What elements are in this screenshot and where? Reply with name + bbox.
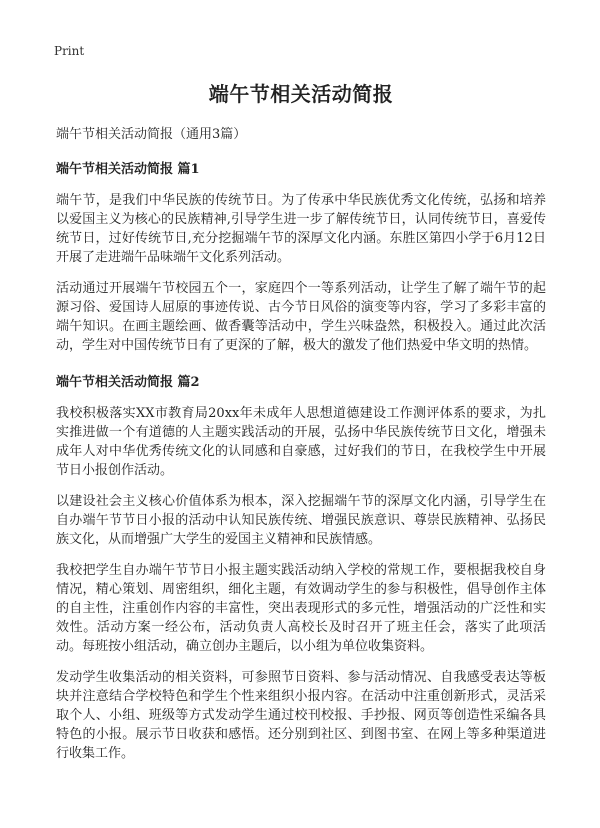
- section-heading: 端午节相关活动简报 篇2: [56, 375, 200, 390]
- paragraph: 发动学生收集活动的相关资料，可参照节日资料、参与活动情况、自我感受表达等板块并注意结合学校特色和学生个性来组织小报内容。在活动中注重创新形式，灵活采取个人、小组、班级等方式发动学生通过校刊校报、手抄报、网页等创造性采编各具特色的小报。展示节日收获和感悟。还分别到社区、到图书室、在网上等多种渠道进行收集工作。: [56, 670, 546, 761]
- section-2: [56, 371, 546, 763]
- paragraph: 我校积极落实XX市教育局20xx年未成年人思想道德建设工作测评体系的要求，为扎实推进做一个有道德的人主题实践活动的开展，弘扬中华民族传统节日文化，增强未成年人对中华优秀传统文化的认同感和自豪感，过好我们的节日，在我校学生中开展节日小报创作活动。: [56, 406, 546, 478]
- document-body: [56, 78, 546, 775]
- section-heading: 端午节相关活动简报 篇1: [56, 162, 200, 177]
- paragraph: 端午节，是我们中华民族的传统节日。为了传承中华民族优秀文化传统，弘扬和培养以爱国主义为核心的民族精神,引导学生进一步了解传统节日，认同传统节日，喜爱传统节日，过好传统节日,充分挖掘端午节的深厚文化内涵。东胜区第四小学于6月12日开展了走进端午品味端午文化系列活动。: [56, 193, 546, 265]
- paragraph: 活动通过开展端午节校园五个一，家庭四个一等系列活动，让学生了解了端午节的起源习俗、爱国诗人屈原的事迹传说、古今节日风俗的演变等内容，学习了多彩丰富的端午知识。在画主题绘画、做香囊等活动中，学生兴味盎然，积极投入。通过此次活动，学生对中国传统节日有了更深的了解，极大的激发了他们热爱中华文明的热情。: [56, 281, 546, 353]
- paragraph: 以建设社会主义核心价值体系为根本，深入挖掘端午节的深厚文化内涵，引导学生在自办端午节节日小报的活动中认知民族传统、增强民族意识、尊崇民族精神、弘扬民族文化，从而增强广大学生的爱国主义精神和民族情感。: [56, 494, 546, 547]
- paragraph: 我校把学生自办端午节节日小报主题实践活动纳入学校的常规工作，要根据我校自身情况，精心策划、周密组织，细化主题，有效调动学生的参与积极性，倡导创作主体的自主性，注重创作内容的丰富性，突出表现形式的多元性，增强活动的广泛性和实效性。活动方案一经公布，活动负责人高校长及时召开了班主任会，落实了此项活动。每班按小组活动，确立创办主题后，以小组为单位收集资料。: [56, 563, 546, 654]
- document-subtitle: 端午节相关活动简报（通用3篇）: [56, 127, 247, 142]
- page-title: 端午节相关活动简报: [208, 82, 394, 106]
- print-link[interactable]: Print: [54, 44, 85, 58]
- section-1: [56, 158, 546, 355]
